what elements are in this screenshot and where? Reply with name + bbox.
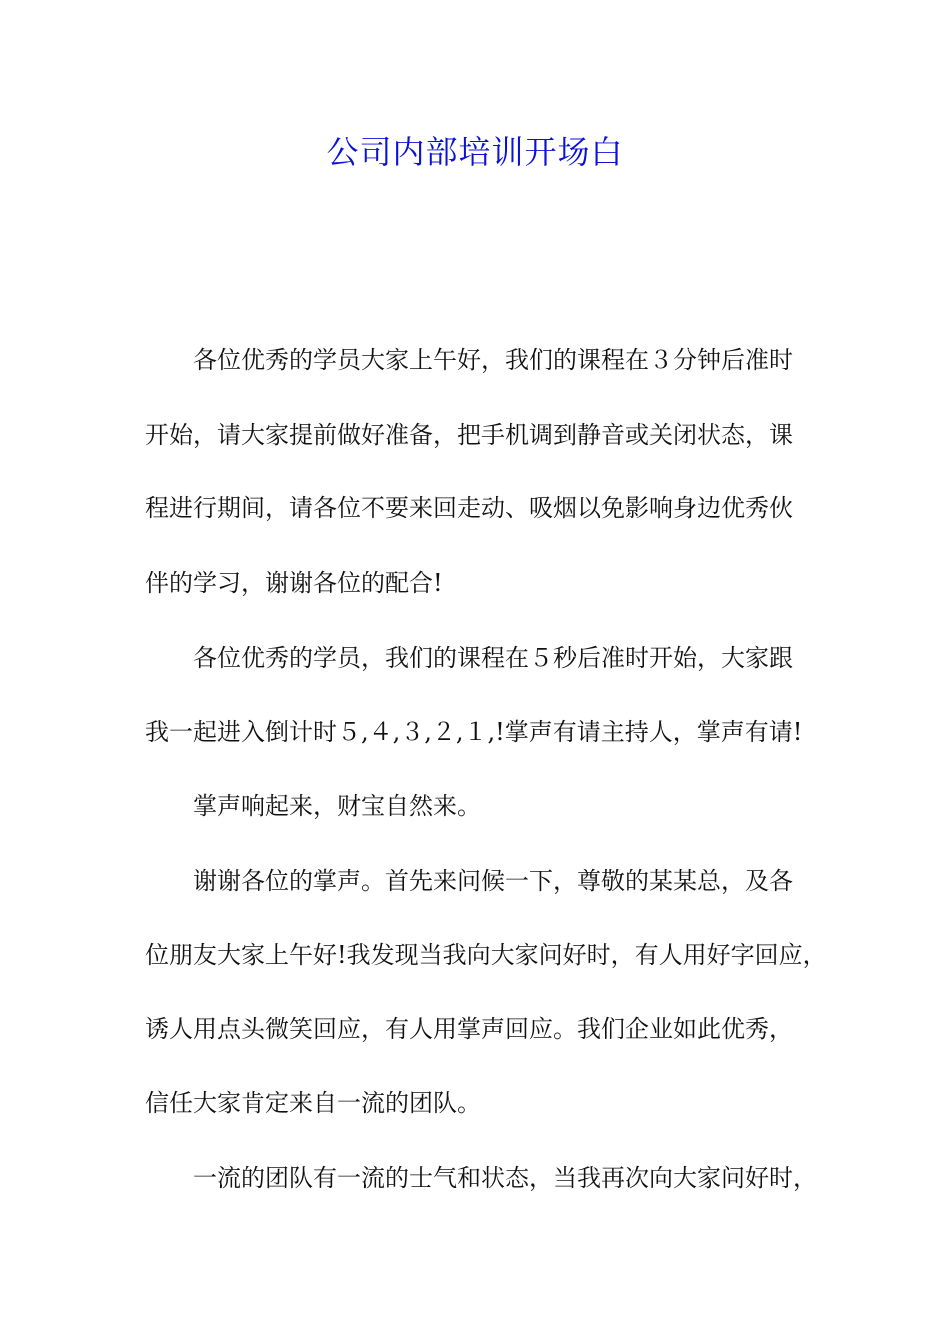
paragraph-line: 位朋友大家上午好!我发现当我向大家问好时，有人用好字回应， — [145, 941, 827, 969]
paragraph-line: 信任大家肯定来自一流的团队。 — [145, 1089, 481, 1117]
paragraph-line: 谢谢各位的掌声。首先来问候一下，尊敬的某某总，及各 — [193, 867, 793, 895]
paragraph-line: 诱人用点头微笑回应，有人用掌声回应。我们企业如此优秀， — [145, 1015, 793, 1043]
paragraph-line: 一流的团队有一流的士气和状态，当我再次向大家问好时， — [193, 1164, 817, 1192]
paragraph-line: 程进行期间，请各位不要来回走动、吸烟以免影响身边优秀伙 — [145, 494, 793, 522]
paragraph-line: 各位优秀的学员大家上午好，我们的课程在３分钟后准时 — [193, 346, 793, 374]
paragraph-line: 开始，请大家提前做好准备，把手机调到静音或关闭状态，课 — [145, 421, 793, 449]
paragraph-line: 掌声响起来，财宝自然来。 — [193, 792, 481, 820]
paragraph-line: 伴的学习，谢谢各位的配合! — [145, 569, 443, 597]
document-title: 公司内部培训开场白 — [326, 133, 624, 171]
paragraph-line: 我一起进入倒计时５,４,３,２,１,!掌声有请主持人，掌声有请! — [145, 718, 803, 746]
paragraph-line: 各位优秀的学员，我们的课程在５秒后准时开始，大家跟 — [193, 644, 793, 672]
